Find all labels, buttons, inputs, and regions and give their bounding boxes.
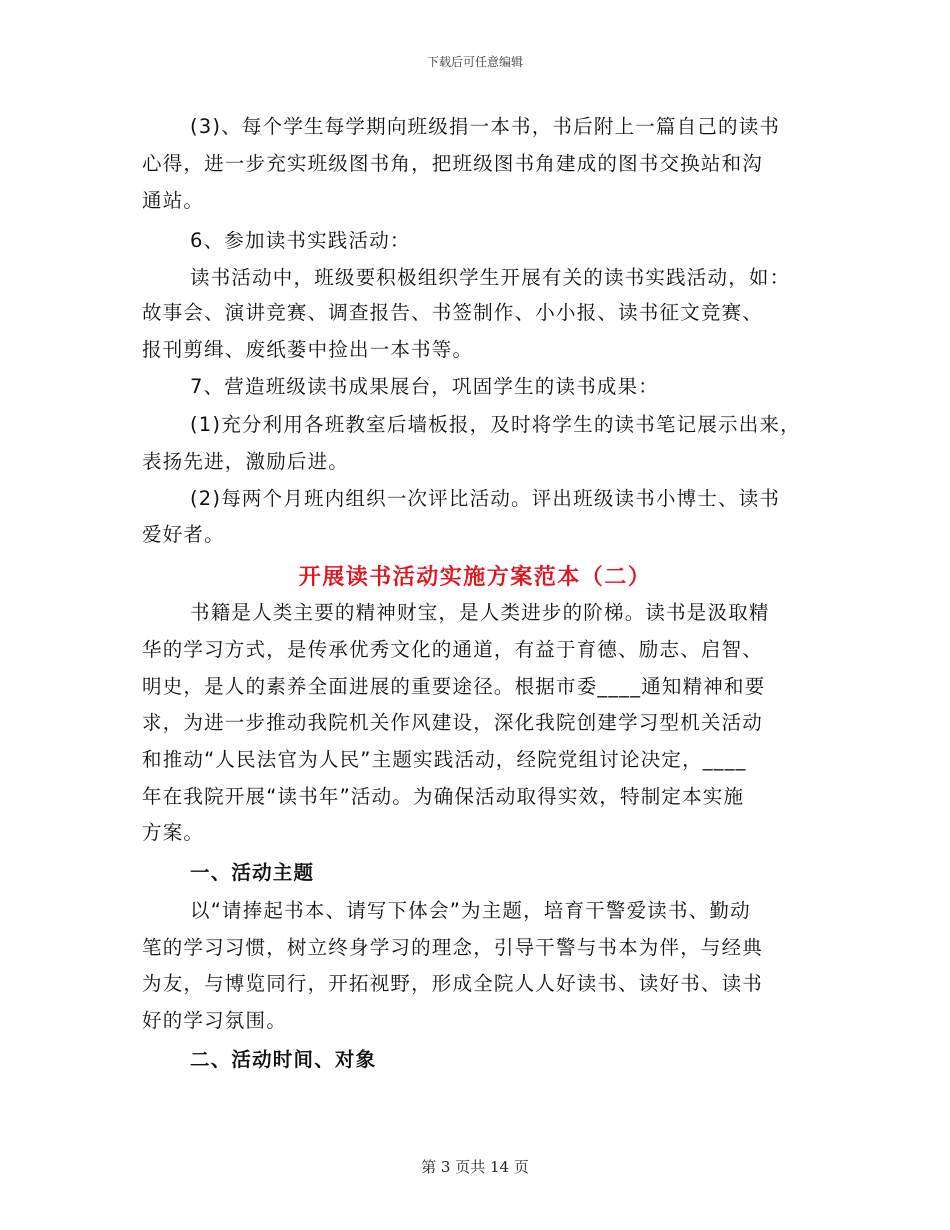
subsection-heading: 二、活动时间、对象	[190, 1048, 377, 1071]
paragraph-line: 和推动“人民法官为人民”主题实践活动，经院党组讨论决定，____	[142, 748, 747, 771]
paragraph-line: 爱好者。	[142, 523, 225, 546]
subsection-heading: 一、活动主题	[190, 861, 315, 884]
paragraph-line: 华的学习方式，是传承优秀文化的通道，有益于育德、励志、启智、	[142, 638, 764, 661]
list-heading: 6、参加读书实践活动：	[190, 229, 411, 252]
paragraph-line: 读书活动中，班级要积极组织学生开展有关的读书实践活动，如：	[190, 266, 791, 289]
paragraph-line: 方案。	[142, 821, 205, 844]
paragraph-line: 明史，是人的素养全面进展的重要途径。根据市委____通知精神和要	[142, 675, 766, 698]
paragraph-line: 报刊剪缉、废纸蒌中捡出一本书等。	[142, 338, 474, 361]
paragraph-line: (3)、每个学生每学期向班级捐一本书，书后附上一篇自己的读书	[190, 115, 781, 138]
paragraph-line: 通站。	[142, 189, 205, 212]
paragraph-line: (1)充分利用各班教室后墙板报，及时将学生的读书笔记展示出来，	[190, 413, 801, 436]
page-footer: 第 3 页共 14 页	[421, 1158, 529, 1176]
paragraph-line: 故事会、演讲竞赛、调查报告、书签制作、小小报、读书征文竞赛、	[142, 301, 764, 324]
paragraph-line: 以“请捧起书本、请写下体会”为主题，培育干警爱读书、勤动	[190, 899, 751, 922]
paragraph-line: 好的学习氛围。	[142, 1009, 287, 1032]
list-heading: 7、营造班级读书成果展台，巩固学生的读书成果：	[190, 375, 660, 398]
paragraph-line: (2)每两个月班内组织一次评比活动。评出班级读书小博士、读书	[190, 487, 781, 510]
paragraph-line: 表扬先进，激励后进。	[142, 450, 350, 473]
paragraph-line: 心得，进一步充实班级图书角，把班级图书角建成的图书交换站和沟	[142, 152, 764, 175]
page-header: 下载后可任意编辑	[426, 55, 523, 69]
paragraph-line: 年在我院开展“读书年”活动。为确保活动取得实效，特制定本实施	[142, 785, 745, 808]
paragraph-line: 书籍是人类主要的精神财宝，是人类进步的阶梯。读书是汲取精	[190, 601, 770, 624]
paragraph-line: 笔的学习习惯，树立终身学习的理念，引导干警与书本为伴，与经典	[142, 936, 764, 959]
section-title: 开展读书活动实施方案范本（二）	[298, 565, 652, 590]
paragraph-line: 为友，与博览同行，开拓视野，形成全院人人好读书、读好书、读书	[142, 972, 764, 995]
paragraph-line: 求，为进一步推动我院机关作风建设，深化我院创建学习型机关活动	[142, 711, 764, 734]
